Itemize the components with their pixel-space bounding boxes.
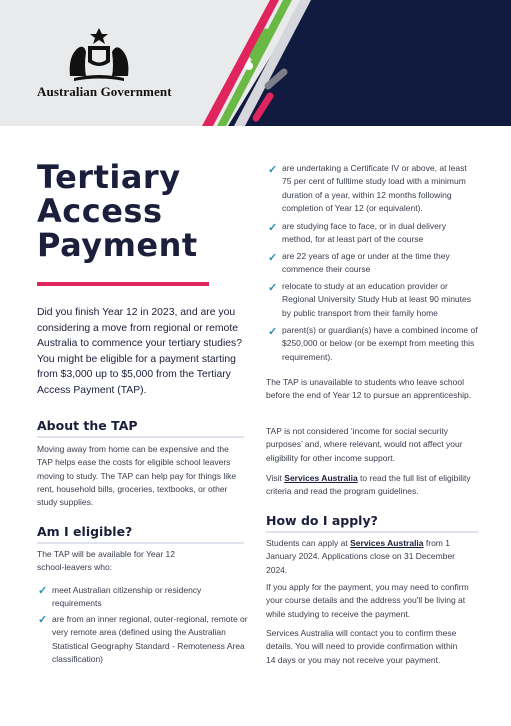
eligibility-item: meet Australian citizenship or residency requirements	[52, 585, 202, 609]
apply-rule	[266, 531, 478, 533]
apply-suffix: from 1 January 2024. Applications close on 31 December 2024.	[266, 538, 456, 575]
title-line: Access	[37, 192, 163, 230]
visit-note	[266, 472, 482, 499]
apply-p1	[266, 537, 462, 577]
services-australia-link[interactable]: Services Australia	[284, 473, 358, 483]
title-line: Tertiary	[37, 158, 181, 196]
eligibility-item: are studying face to face, or in dual delivery method, for at least part of the course	[282, 221, 446, 245]
apply-heading: How do I apply?	[266, 513, 378, 528]
title-underline	[37, 282, 209, 286]
check-icon: ✓	[38, 585, 48, 597]
white-dot	[245, 62, 253, 70]
org-name: Australian Government	[37, 84, 172, 99]
visit-prefix: Visit	[266, 473, 285, 483]
check-icon: ✓	[268, 326, 278, 338]
apply-prefix: Students can apply at	[266, 538, 351, 548]
about-heading: About the TAP	[37, 418, 138, 433]
services-australia-link[interactable]: Services Australia	[350, 538, 424, 548]
eligibility-item: are 22 years of age or under at the time they commence their course	[282, 251, 450, 275]
page-title	[37, 160, 198, 262]
eligibility-item: parent(s) or guardian(s) have a combined income of $250,000 or below (or be exempt from meeting this requirement).	[282, 325, 478, 362]
header-band	[0, 0, 511, 126]
eligible-heading: Am I eligible?	[37, 524, 133, 539]
check-icon: ✓	[268, 164, 278, 176]
check-icon: ✓	[38, 614, 48, 626]
check-icon: ✓	[268, 252, 278, 264]
eligibility-item: are undertaking a Certificate IV or above, at least 75 per cent of fulltime study load with a minimum duration of a year, within 12 months following completion of Year 12 (or equivalent).	[282, 163, 467, 213]
check-icon: ✓	[268, 282, 278, 294]
about-body: Moving away from home can be expensive and the TAP helps ease the costs for eligible school leavers moving to study. The TAP can help pay for things like rent, household bills, groceries, textbooks, or other study supplies.	[37, 444, 237, 508]
intro-paragraph: Did you finish Year 12 in 2023, and are you considering a move from regional or remote Australia to commence your tertiary studies? You might be eligible for a payment starting from $3,000 up to $5,000 from the Tertiary Access Payment (TAP).	[37, 307, 243, 396]
apply-p3: Services Australia will contact you to confirm these details. You will need to provide confirmation within 14 days or you may not receive your payment.	[266, 628, 458, 665]
apply-p2: If you apply for the payment, you may need to confirm your course details and the address you'll be living at while studying to receive the payment.	[266, 582, 469, 619]
title-line: Payment	[37, 226, 198, 264]
income-note: TAP is not considered ‘income for social security purposes’ and, where relevant, would not affect your eligibility for other income support.	[266, 426, 463, 463]
unavailable-note: The TAP is unavailable to students who leave school before the end of Year 12 to pursue an apprenticeship.	[266, 377, 472, 401]
visit-suffix: to read the full list of eligibility criteria and read the program guidelines.	[266, 473, 471, 497]
check-icon: ✓	[268, 222, 278, 234]
eligible-lead: The TAP will be available for Year 12 school-leavers who:	[37, 549, 175, 573]
about-rule	[37, 436, 244, 438]
eligibility-item: relocate to study at an education provider or Regional University Study Hub at least 90 minutes by public transport from their family home	[282, 281, 471, 318]
eligible-rule	[37, 542, 244, 544]
eligibility-item: are from an inner regional, outer-regional, remote or very remote area (defined using the Australian Statistical Geography Standard - Remoteness Area classification)	[52, 614, 248, 664]
coat-of-arms-icon	[64, 26, 134, 84]
